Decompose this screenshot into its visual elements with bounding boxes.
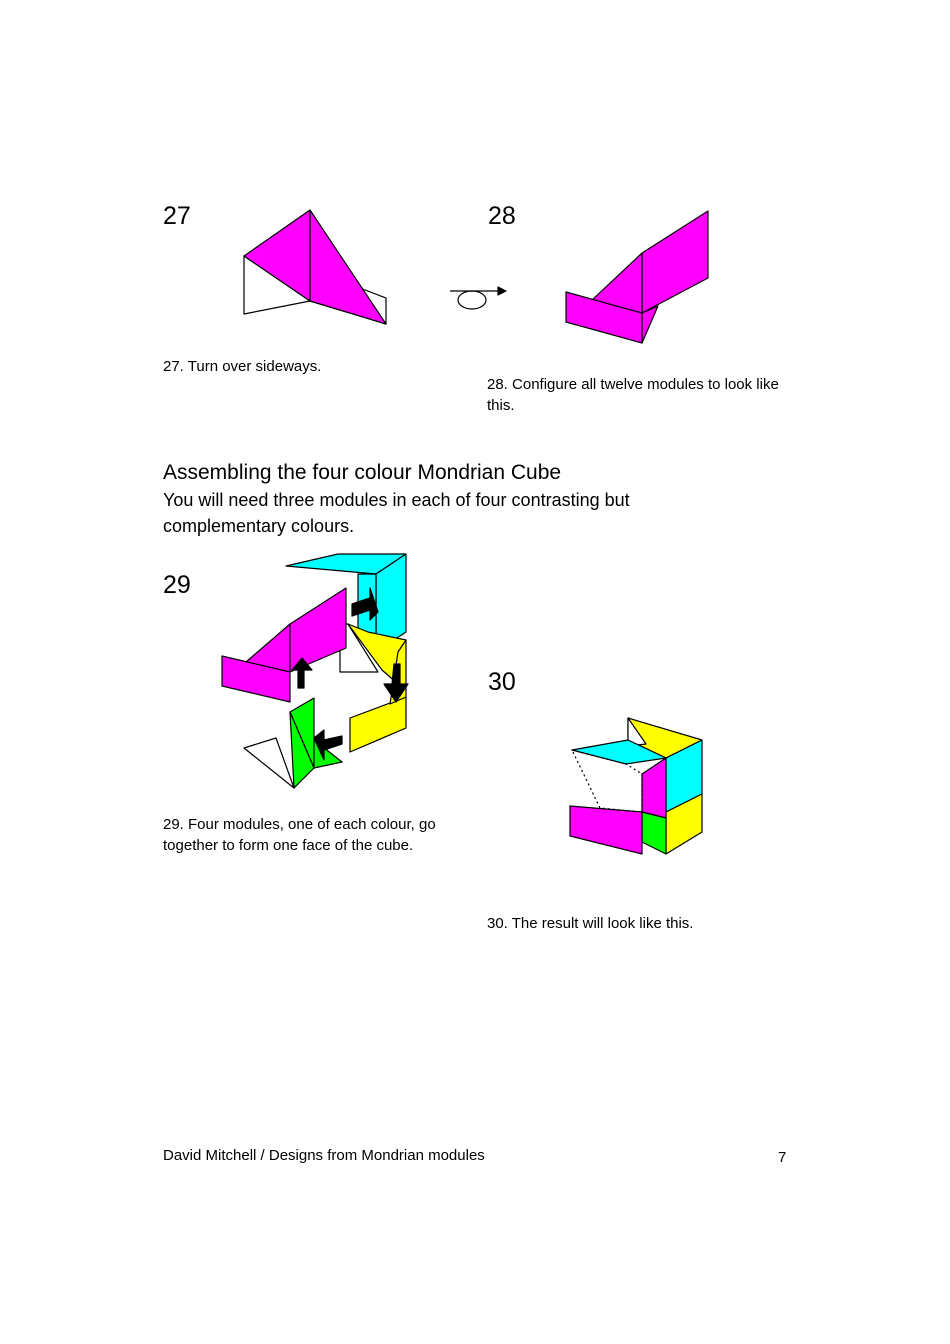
- step-28-caption: 28. Configure all twelve modules to look like this.: [487, 376, 779, 414]
- section-heading: Assembling the four colour Mondrian Cube: [163, 461, 562, 484]
- step-27-diagram: [240, 208, 390, 330]
- step-29-diagram: [218, 552, 414, 792]
- step-29-caption: 29. Four modules, one of each colour, go together to form one face of the cube.: [163, 816, 436, 854]
- step-30-number: 30: [488, 668, 516, 696]
- step-29-number: 29: [163, 571, 191, 599]
- step-30-caption: 30. The result will look like this.: [487, 915, 694, 932]
- step-28-diagram: [562, 208, 712, 348]
- step-28-number: 28: [488, 202, 516, 230]
- section-intro: You will need three modules in each of four contrasting but complementary colours.: [163, 490, 630, 536]
- step-30-diagram: [566, 714, 710, 862]
- step-27-number: 27: [163, 202, 191, 230]
- step-27-caption: 27. Turn over sideways.: [163, 358, 322, 375]
- turn-over-icon: [448, 282, 510, 314]
- page-number: 7: [778, 1149, 787, 1166]
- footer-author-title: David Mitchell / Designs from Mondrian modules: [163, 1147, 485, 1164]
